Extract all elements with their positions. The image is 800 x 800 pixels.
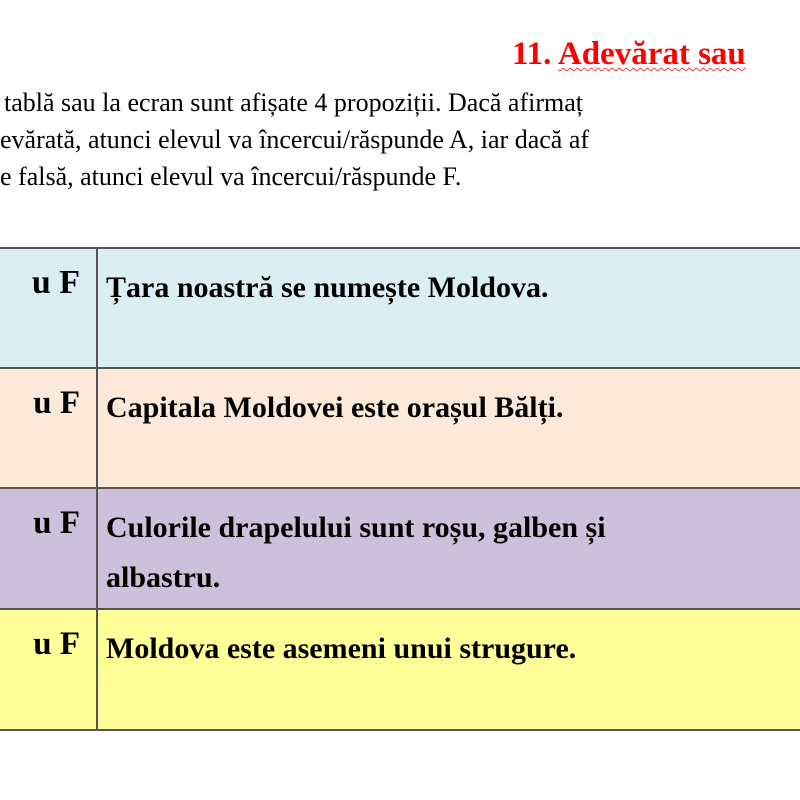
instructions-line-2: evărată, atunci elevul va încercui/răspunde A, iar dacă af — [0, 125, 590, 154]
statement-cell — [97, 248, 800, 368]
instructions-line-3: e falsă, atunci elevul va încercui/răspunde F. — [0, 162, 462, 191]
statement-text-line-2: albastru. — [106, 561, 221, 594]
statement-cell — [97, 368, 800, 488]
answer-cell[interactable]: u F — [0, 248, 97, 368]
answer-cell[interactable]: u F — [0, 368, 97, 488]
exercise-title-text: Adevărat sau — [557, 36, 746, 72]
instructions-paragraph — [0, 84, 800, 195]
exercise-title — [512, 34, 746, 74]
table-row — [0, 488, 800, 609]
statement-text: Moldova este asemeni unui strugure. — [106, 632, 577, 665]
answer-cell[interactable]: u F — [0, 488, 97, 609]
true-false-table — [0, 247, 800, 731]
statement-text: Țara noastră se numește Moldova. — [106, 271, 549, 304]
statement-cell — [97, 488, 800, 609]
statement-text-line-1: Culorile drapelului sunt roșu, galben și — [106, 511, 606, 544]
instructions-line-1: tablă sau la ecran sunt afișate 4 propoziții. Dacă afirmaț — [4, 88, 583, 117]
table-row — [0, 368, 800, 488]
table-row — [0, 248, 800, 368]
table-row — [0, 609, 800, 730]
statement-text: Capitala Moldovei este orașul Bălți. — [106, 391, 564, 424]
statement-cell — [97, 609, 800, 730]
exercise-number: 11. — [512, 36, 552, 72]
answer-cell[interactable]: u F — [0, 609, 97, 730]
